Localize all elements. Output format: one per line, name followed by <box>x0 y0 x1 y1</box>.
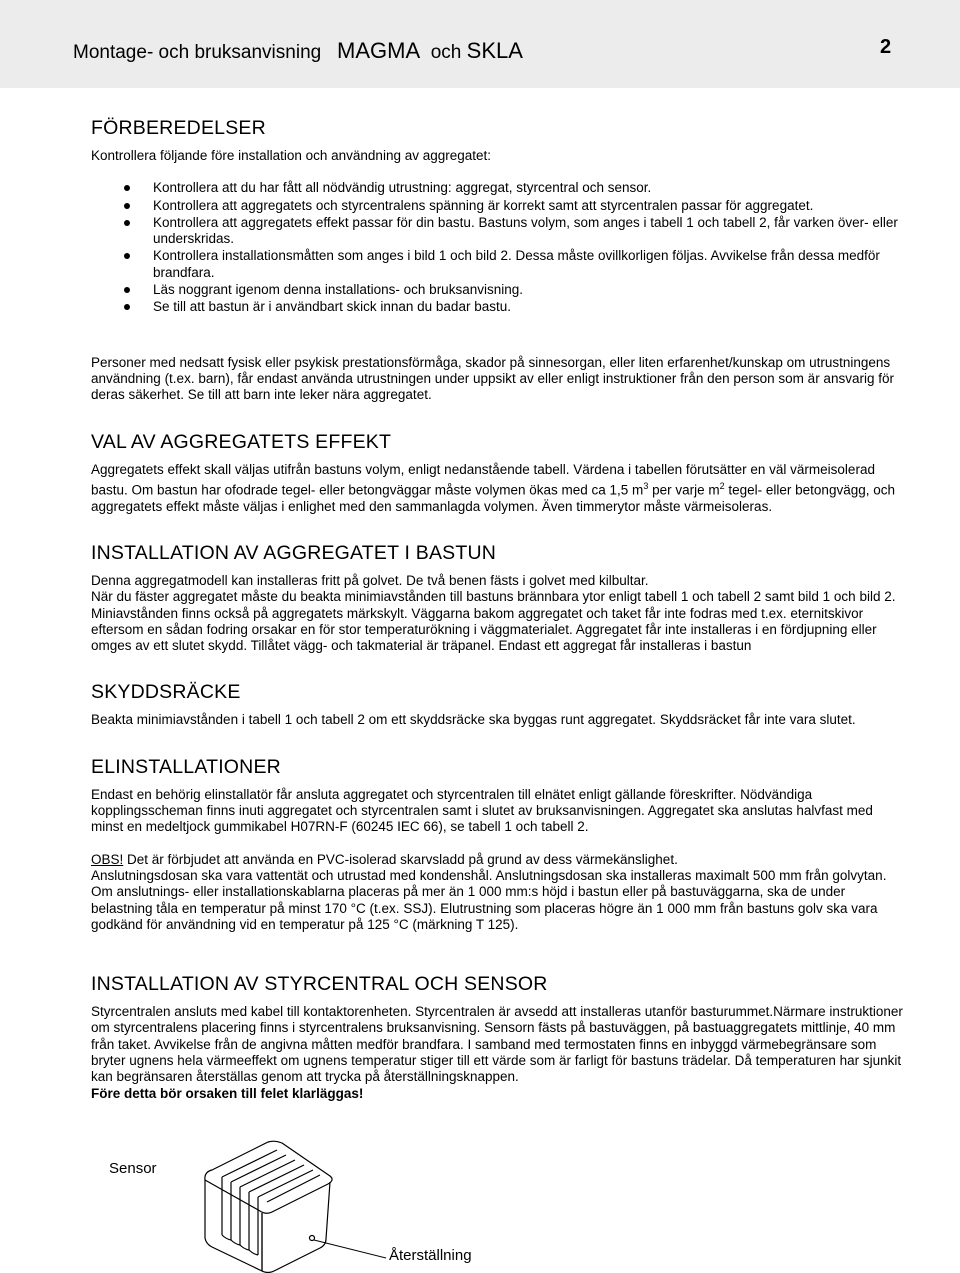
checklist-item: Kontrollera att aggregatets och styrcentralens spänning är korrekt samt att styrcentralen passar för aggregatet. <box>91 198 903 214</box>
section-effekt <box>91 430 903 515</box>
sensor-label: Sensor <box>109 1160 157 1177</box>
obs-warning: OBS! Det är förbjudet att använda en PVC-isolerad skarvsladd på grund av dess värmekänslighet. <box>91 851 678 867</box>
heading-forberedelser: FÖRBEREDELSER <box>91 117 266 139</box>
checklist-item: Kontrollera att aggregatets effekt passar för din bastu. Bastuns volym, som anges i tabell 1 och tabell 2, får varken över- eller underskridas. <box>91 215 903 248</box>
sensor-figure <box>0 1140 960 1273</box>
page-header <box>0 0 960 88</box>
product-skla: SKLA <box>466 38 523 63</box>
heading-styrcentral: INSTALLATION AV STYRCENTRAL OCH SENSOR <box>91 973 548 996</box>
styrcentral-text: Styrcentralen ansluts med kabel till kontaktorenheten. Styrcentralen är avsedd att installeras utanför basturummet.Närmare instruktioner om styrcentralens placering finns i styrcentralens bruksanvisning. Sensorn fästs på bastuväggen, på bastuaggregatets mittlinje, 40 mm från taket. Avvikelse från de angivna måtten medför brandfara. I samband med termostaten finns en inbyggd värmebegränsare som bryter ugnens hela värmeeffekt om ugnens temperatur stiger till ett värde som är farligt för bastuns trädelar. Då temperaturen har sjunkit kan begränsaren återställas genom att trycka på återställningsknappen. <box>91 1004 903 1085</box>
checklist-item: Läs noggrant igenom denna installations- och bruksanvisning. <box>91 282 903 298</box>
forberedelser-intro: Kontrollera följande före installation och användning av aggregatet: <box>91 148 492 163</box>
reset-label: Återställning <box>389 1247 472 1264</box>
installation-text-1: Denna aggregatmodell kan installeras fritt på golvet. De två benen fästs i golvet med kilbultar. <box>91 572 649 588</box>
heading-elinstallationer: ELINSTALLATIONER <box>91 755 281 778</box>
product-magma: MAGMA <box>337 38 421 63</box>
checklist-item: Se till att bastun är i användbart skick innan du badar bastu. <box>91 299 903 315</box>
el-text-3: Anslutningsdosan ska vara vattentät och utrustad med kondenshål. Anslutningsdosan ska installeras maximalt 500 mm från golvytan. Om anslutnings- eller installationskablarna placeras på mer än 1 000 mm:s höjd i bastun eller på bastuväggarna, ska de under belastning tåla en temperatur på minst 170 °C (t.ex. SSJ). Elutrustning som placeras högre än 1 000 mm från bastuns golv ska vara godkänd för användning vid en temperatur på 125 °C (märkning T 125). <box>91 867 887 932</box>
heading-effekt: VAL AV AGGREGATETS EFFEKT <box>91 430 392 453</box>
checklist-item: Kontrollera installationsmåtten som anges i bild 1 och bild 2. Dessa måste ovillkorligen följas. Avvikelse från dessa medför brandfara. <box>91 248 903 281</box>
title-conjunction: och <box>430 42 462 63</box>
obs-label: OBS! <box>91 851 124 867</box>
section-forberedelser <box>91 116 903 404</box>
section-styrcentral <box>91 972 903 1102</box>
heading-installation: INSTALLATION AV AGGREGATET I BASTUN <box>91 541 497 564</box>
page-number: 2 <box>880 36 892 58</box>
sensor-drawing <box>0 1140 960 1273</box>
safety-note: Personer med nedsatt fysisk eller psykisk prestationsförmåga, skador på sinnesorgan, eller liten erfarenhet/kunskap om utrustningens användning (t.ex. barn), får endast använda utrustningen under uppsikt av eller enligt instruktioner från den person som är ansvarig för deras säkerhet. Se till att barn inte leker nära aggregatet. <box>91 354 894 403</box>
section-installation <box>91 541 903 654</box>
title-prefix: Montage- och bruksanvisning <box>73 42 322 63</box>
section-skyddsracke <box>91 680 903 728</box>
checklist <box>91 180 903 315</box>
heading-skyddsracke: SKYDDSRÄCKE <box>91 681 241 704</box>
effekt-text: Aggregatets effekt skall väljas utifrån bastuns volym, enligt nedanstående tabell. Värdena i tabellen förutsätter en väl värmeisolerad bastu. Om bastun har ofodrade tegel- eller betongväggar måste volymen ökas med ca 1,5 $m^3$ per varje $m^2$ tegel- eller betongvägg, och aggregatets effekt måste väljas i enlighet med den sammanlagda volymen. Även timmerytor måste värmeisoleras. <box>91 461 895 514</box>
document-title <box>73 38 523 64</box>
el-text-1: Endast en behörig elinstallatör får ansluta aggregatet och styrcentralen till elnätet enligt gällande föreskrifter. Nödvändiga kopplingsscheman finns inuti aggregatet och styrcentralen samt i slutet av bruksanvisningen. Aggregatet ska anslutas halvfast med minst en medeltjock gummikabel H07RN-F (60245 IEC 66), se tabell 1 och tabell 2. <box>91 786 873 835</box>
installation-text-2: När du fäster aggregatet måste du beakta minimiavstånden till bastuns brännbara ytor enligt tabell 1 och tabell 2 samt bild 1 och bild 2. Miniavstånden finns också på aggregatets märkskylt. Väggarna bakom aggregatet och taket får inte fodras med t.ex. eternitskivor eftersom en sådan fodring orsakar en för stor temperaturökning i väggmaterialet. Aggregatet får inte installeras i en fördjupning eller omges av ett slutet skydd. Tillåtet vägg- och takmaterial är träpanel. Endast ett aggregat får installeras i bastun <box>91 589 896 654</box>
skyddsracke-text: Beakta minimiavstånden i tabell 1 och tabell 2 om ett skyddsräcke ska byggas runt aggregatet. Skyddsräcket får inte vara slutet. <box>91 712 856 728</box>
styrcentral-warning: Före detta bör orsaken till felet klarläggas! <box>91 1085 364 1101</box>
page-content <box>91 116 903 1102</box>
checklist-item: Kontrollera att du har fått all nödvändig utrustning: aggregat, styrcentral och sensor. <box>91 180 903 196</box>
section-elinstallationer <box>91 755 903 933</box>
